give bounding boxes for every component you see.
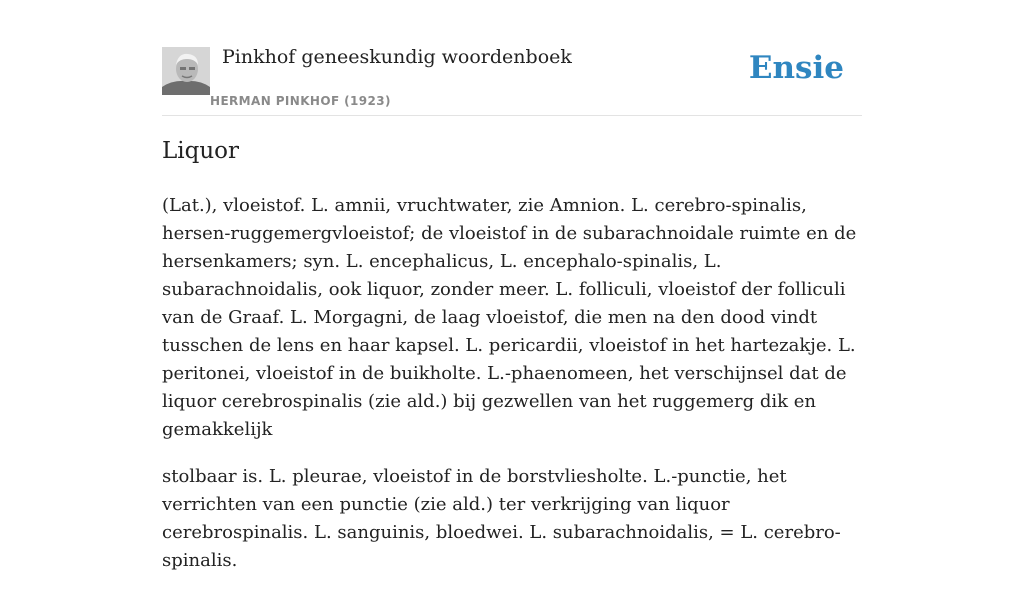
ensie-logo[interactable]: Ensie (748, 50, 844, 86)
author-portrait-icon (162, 47, 210, 95)
entry-body (162, 192, 862, 594)
book-title[interactable]: Pinkhof geneeskundig woordenboek (222, 46, 572, 68)
author-name[interactable]: HERMAN PINKHOF (1923) (210, 94, 391, 108)
author-avatar (162, 47, 210, 95)
entry-paragraph: (Lat.), vloeistof. L. amnii, vruchtwater, zie Amnion. L. cerebro-spinalis, hersen-ruggemergvloeistof; de vloeistof in de subarachnoidale ruimte en de hersenkamers; syn. L. encephalicus, L. encephalo-spinalis, L. subarachnoidalis, ook liquor, zonder meer. L. folliculi, vloeistof der folliculi van de Graaf. L. Morgagni, de laag vloeistof, die men na den dood vindt tusschen de lens en haar kapsel. L. pericardii, vloeistof in het hartezakje. L. peritonei, vloeistof in de buikholte. L.-phaenomeen, het verschijnsel dat de liquor cerebrospinalis (zie ald.) bij gezwellen van het ruggemerg dik en gemakkelijk (162, 195, 857, 440)
entry-paragraph: stolbaar is. L. pleurae, vloeistof in de borstvliesholte. L.-punctie, het verrichten van een punctie (zie ald.) ter verkrijging van liquor cerebrospinalis. L. sanguinis, bloedwei. L. subarachnoidalis, = L. cerebro-spinalis. (162, 466, 841, 571)
entry-title: Liquor (162, 138, 240, 164)
header (162, 42, 862, 116)
